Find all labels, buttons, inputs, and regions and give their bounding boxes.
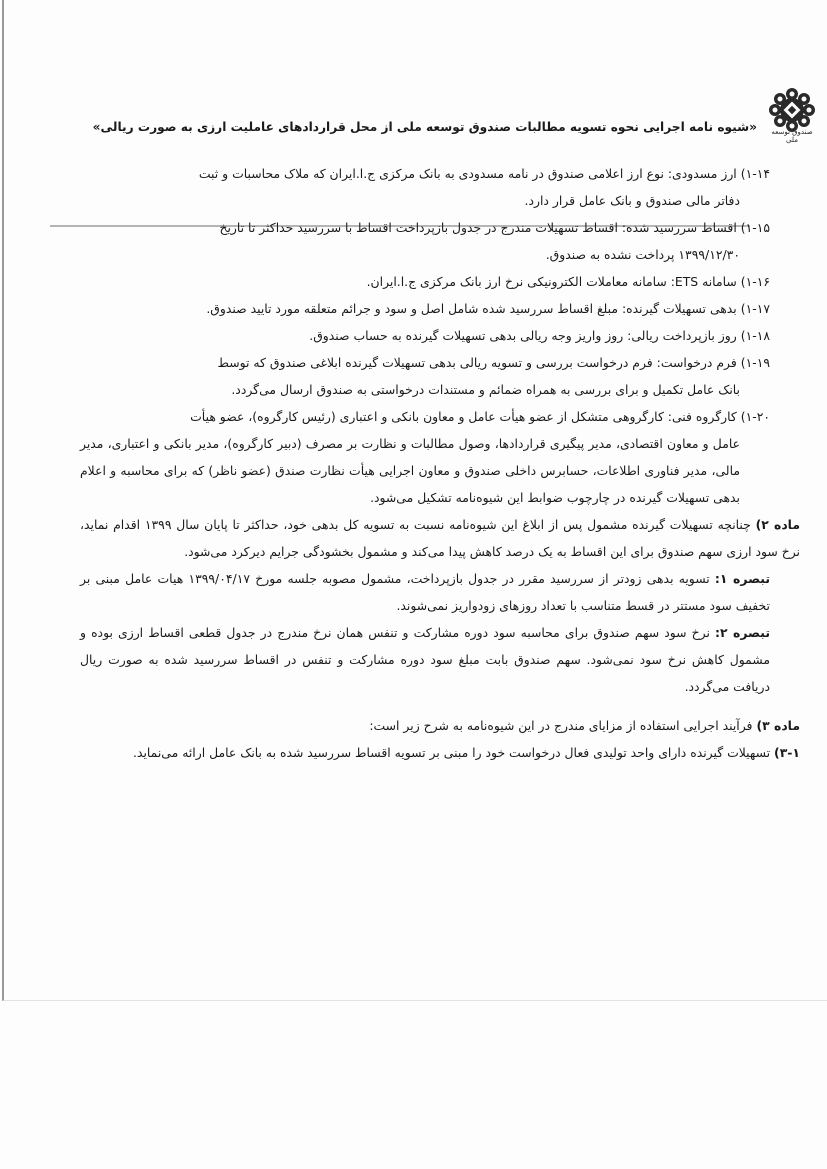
item-text: تسهیلات گیرنده دارای واحد تولیدی فعال درخواست خود را مبنی بر تسویه اقساط سررسید شده به بانک عامل ارائه می‌نماید.	[133, 745, 771, 760]
definition-text: روز بازپرداخت ریالی: روز واریز وجه ریالی بدهی تسهیلات گیرنده به حساب صندوق.	[309, 328, 737, 343]
article-label: ماده ۳)	[756, 718, 800, 733]
article-text: چنانچه تسهیلات گیرنده مشمول پس از ابلاغ این شیوه‌نامه نسبت به تسویه کل بدهی خود، حداکثر تا پایان سال ۱۳۹۹ اقدام نماید، نرخ سود ارزی سهم صندوق برای این اقساط به یک درصد کاهش پیدا می‌کند و مشمول بخشودگی جرایم دیرکرد می‌شود.	[80, 517, 800, 559]
definition-item	[80, 403, 770, 430]
definition-text: سامانه ETS: سامانه معاملات الکترونیکی نرخ ارز بانک مرکزی ج.ا.ایران.	[366, 274, 737, 289]
logo-caption: صندوق توسعه ملی	[771, 128, 813, 144]
definition-continuation: بانک عامل تکمیل و برای بررسی به همراه ضمائم و مستندات درخواستی به صندوق ارسال می‌گردد.	[231, 382, 740, 397]
article-label: ماده ۲)	[755, 517, 800, 532]
definition-number: ۱-۱۷)	[740, 301, 770, 316]
note-2	[80, 619, 770, 700]
definition-number: ۱-۱۵)	[740, 220, 770, 235]
definition-continuation: ۱۳۹۹/۱۲/۳۰ پرداخت نشده به صندوق.	[545, 247, 740, 262]
definition-number: ۱-۱۸)	[740, 328, 770, 343]
definition-number: ۱-۲۰)	[740, 409, 770, 424]
definition-continuation: دفاتر مالی صندوق و بانک عامل قرار دارد.	[524, 193, 740, 208]
definition-item	[80, 295, 770, 322]
note-1	[80, 565, 770, 619]
definition-item	[80, 214, 770, 241]
definition-item	[80, 349, 770, 376]
definition-text: کارگروه فنی: کارگروهی متشکل از عضو هیأت عامل و معاون بانکی و اعتباری (رئیس کارگروه)، عضو هیأت	[190, 409, 737, 424]
note-text: نرخ سود سهم صندوق برای محاسبه سود دوره مشارکت و تنفس همان نرخ مندرج در جدول قطعی اقساط ارزی بوده و مشمول کاهش نرخ سود نمی‌شود. سهم صندوق بابت مبلغ سود دوره مشارکت و تنفس در اقساط سررسید شده به صورت ریال دریافت می‌گردد.	[80, 625, 770, 694]
definition-text: ارز مسدودی: نوع ارز اعلامی صندوق در نامه مسدودی به بانک مرکزی ج.ا.ایران که ملاک محاسبات و ثبت	[198, 166, 737, 181]
article-3	[80, 712, 800, 739]
note-label: تبصره ۲:	[715, 625, 770, 640]
note-text: تسویه بدهی زودتر از سررسید مقرر در جدول بازپرداخت، مشمول مصوبه جلسه مورخ ۱۳۹۹/۰۴/۱۷ هیات عامل مبنی بر تخفیف سود مستتر در قسط متناسب با تعداد روزهای زودواریز نمی‌شوند.	[80, 571, 770, 613]
definition-text: اقساط سررسید شده: اقساط تسهیلات مندرج در جدول بازپرداخت اقساط با سررسید حداکثر تا تاریخ	[219, 220, 737, 235]
definition-item	[80, 160, 770, 187]
article-2	[80, 511, 800, 565]
definition-number: ۱-۱۶)	[740, 274, 770, 289]
note-label: تبصره ۱:	[714, 571, 770, 586]
definition-text: فرم درخواست: فرم درخواست بررسی و تسویه ریالی بدهی تسهیلات گیرنده ابلاغی صندوق که توسط	[217, 355, 737, 370]
document-body	[80, 160, 800, 766]
definition-number: ۱-۱۹)	[740, 355, 770, 370]
article-3-item	[80, 739, 800, 766]
definition-item	[80, 322, 770, 349]
definition-number: ۱-۱۴)	[740, 166, 770, 181]
definition-text: بدهی تسهیلات گیرنده: مبلغ اقساط سررسید شده شامل اصل و سود و جرائم متعلقه مورد تایید صندوق.	[206, 301, 737, 316]
definition-continuation: عامل و معاون اقتصادی، مدیر پیگیری قراردادها، وصول مطالبات و نظارت بر مصرف (دبیر کارگروه)، مدیر بانکی و اعتباری، مدیر مالی، مدیر فناوری اطلاعات، حسابرس داخلی صندوق و معاون اجرایی هیأت نظارت صندق (عضو ناظر) که برای محاسبه و اعلام بدهی تسهیلات گیرنده در چارچوب ضوابط این شیوه‌نامه تشکیل می‌شود.	[80, 436, 740, 505]
article-text: فرآیند اجرایی استفاده از مزایای مندرج در این شیوه‌نامه به شرح زیر است:	[369, 718, 753, 733]
document-title: «شیوه نامه اجرایی نحوه تسویه مطالبات صندوق توسعه ملی از محل قراردادهای عاملیت ارزی به صورت ریالی»	[92, 120, 757, 134]
spacer	[80, 700, 770, 712]
document-header	[0, 80, 827, 150]
item-number: ۳-۱)	[774, 745, 800, 760]
definition-item	[80, 268, 770, 295]
